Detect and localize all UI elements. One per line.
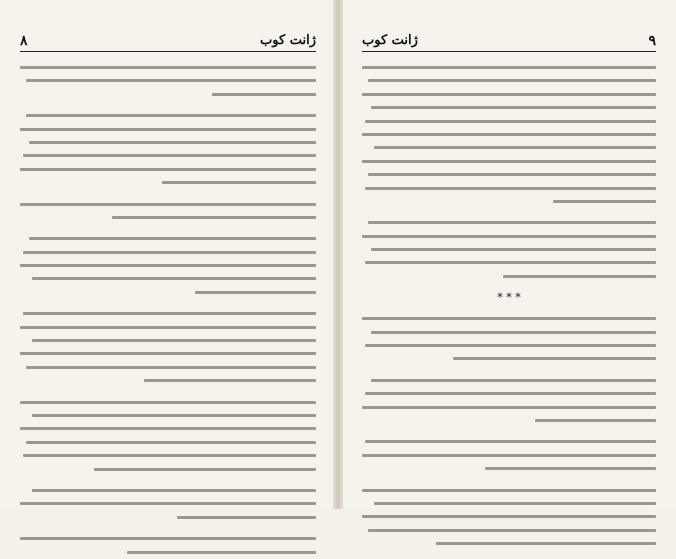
page-body — [20, 61, 316, 559]
text-line — [20, 396, 316, 409]
paragraph — [362, 435, 656, 475]
text-line — [362, 182, 656, 195]
text-line — [362, 61, 656, 74]
text-line — [20, 532, 316, 545]
paragraph — [20, 232, 316, 299]
page-header — [20, 34, 316, 52]
text-line — [362, 510, 656, 523]
text-line — [20, 286, 316, 299]
paragraph — [20, 61, 316, 101]
text-line — [362, 374, 656, 387]
text-line — [362, 497, 656, 510]
text-line — [362, 115, 656, 128]
text-line — [20, 176, 316, 189]
paragraph — [20, 109, 316, 189]
running-title: ژانت کوب — [362, 33, 418, 48]
paragraph — [362, 216, 656, 283]
text-line — [362, 88, 656, 101]
text-line — [20, 149, 316, 162]
text-line — [362, 230, 656, 243]
paragraph — [362, 61, 656, 208]
page-header — [362, 34, 656, 52]
text-line — [20, 422, 316, 435]
text-line — [362, 462, 656, 475]
text-line — [362, 270, 656, 283]
text-line — [20, 484, 316, 497]
text-line — [20, 88, 316, 101]
text-line — [20, 511, 316, 524]
text-line — [362, 339, 656, 352]
text-line — [362, 195, 656, 208]
text-line — [20, 246, 316, 259]
paragraph — [362, 374, 656, 428]
section-break: * * * — [497, 291, 521, 305]
paragraph — [362, 484, 656, 551]
text-line — [362, 256, 656, 269]
text-line — [362, 155, 656, 168]
left-page — [0, 0, 338, 509]
text-line — [20, 74, 316, 87]
text-line — [20, 307, 316, 320]
page-number: ۹ — [648, 33, 656, 49]
text-line — [362, 537, 656, 550]
text-line — [20, 361, 316, 374]
paragraph — [362, 312, 656, 366]
text-line — [362, 141, 656, 154]
text-line — [362, 401, 656, 414]
text-line — [362, 243, 656, 256]
text-line — [362, 387, 656, 400]
text-line — [20, 546, 316, 559]
text-line — [362, 101, 656, 114]
text-line — [362, 74, 656, 87]
page-body — [362, 61, 656, 551]
paragraph — [20, 198, 316, 225]
text-line — [362, 414, 656, 427]
text-line — [20, 463, 316, 476]
text-line — [362, 326, 656, 339]
text-line — [362, 312, 656, 325]
text-line — [20, 198, 316, 211]
text-line — [362, 449, 656, 462]
text-line — [20, 272, 316, 285]
text-line — [362, 352, 656, 365]
paragraph — [20, 307, 316, 387]
text-line — [20, 374, 316, 387]
paragraph — [20, 532, 316, 559]
running-title: ژانت کوب — [260, 33, 316, 48]
text-line — [20, 136, 316, 149]
text-line — [20, 232, 316, 245]
text-line — [20, 347, 316, 360]
text-line — [20, 409, 316, 422]
text-line — [20, 334, 316, 347]
text-line — [362, 484, 656, 497]
text-line — [20, 321, 316, 334]
right-page — [338, 0, 676, 509]
text-line — [362, 216, 656, 229]
text-line — [20, 211, 316, 224]
text-line — [362, 435, 656, 448]
paragraph — [20, 396, 316, 476]
text-line — [20, 436, 316, 449]
text-line — [20, 123, 316, 136]
text-line — [362, 524, 656, 537]
text-line — [20, 449, 316, 462]
text-line — [362, 128, 656, 141]
text-line — [20, 163, 316, 176]
text-line — [362, 168, 656, 181]
paragraph — [20, 484, 316, 524]
page-number: ۸ — [20, 33, 28, 49]
text-line — [20, 259, 316, 272]
text-line — [20, 61, 316, 74]
text-line — [20, 109, 316, 122]
